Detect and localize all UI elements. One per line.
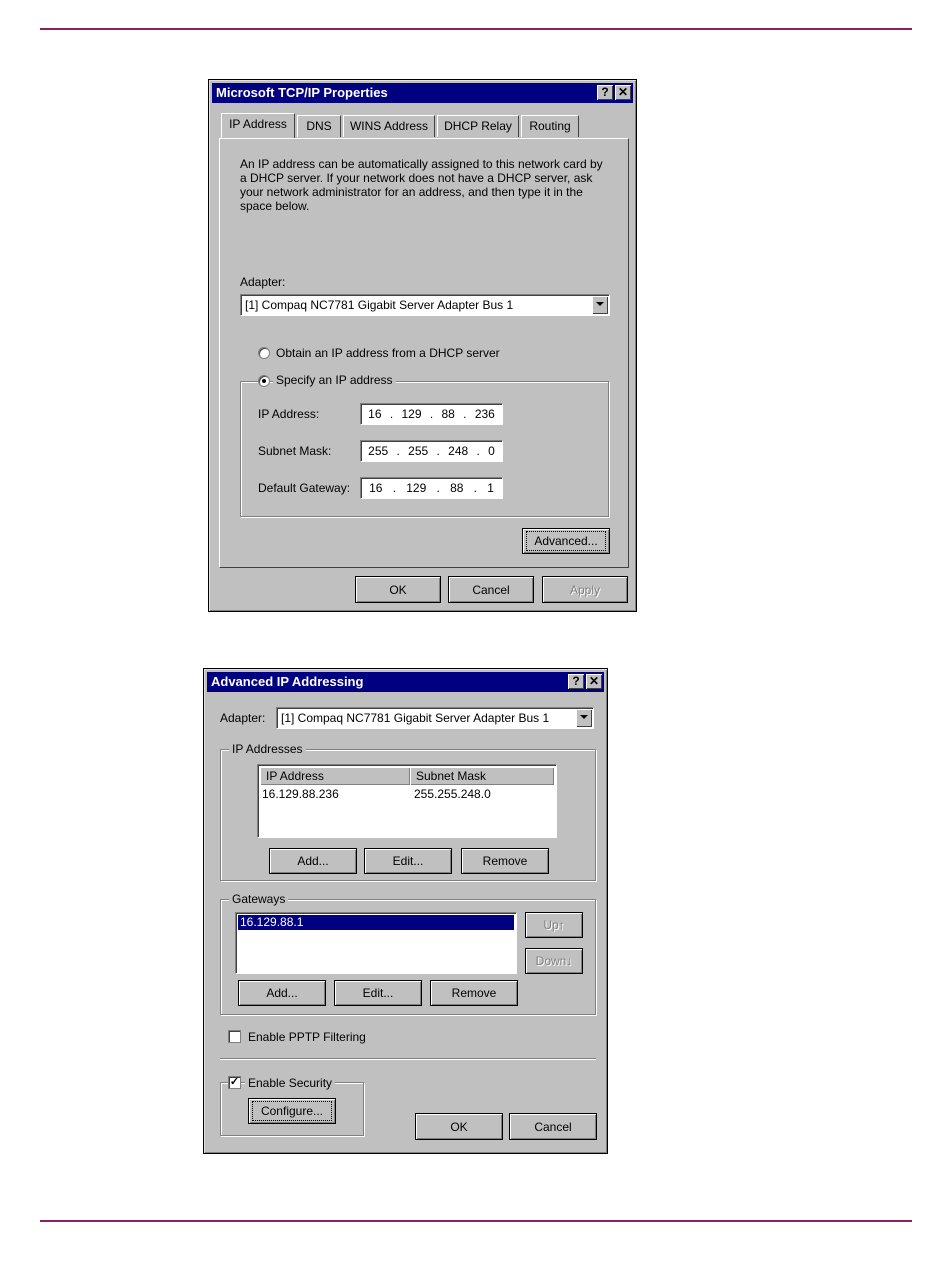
security-checkbox[interactable]: ✓ — [229, 1076, 240, 1088]
gateways-group-label: Gateways — [229, 892, 288, 906]
gateway-list[interactable] — [235, 912, 517, 974]
column-header-ip[interactable]: IP Address — [260, 767, 410, 785]
advanced-title: Advanced IP Addressing — [211, 674, 364, 689]
adv-ok-button[interactable]: OK — [415, 1113, 503, 1140]
tab-dhcp-relay[interactable]: DHCP Relay — [437, 115, 519, 137]
pptp-label[interactable]: Enable PPTP Filtering — [248, 1030, 366, 1044]
up-button[interactable]: Up↑ — [525, 912, 583, 938]
gw-remove-button[interactable]: Remove — [430, 980, 518, 1006]
advanced-button[interactable]: Advanced... — [522, 528, 610, 554]
row-mask: 255.255.248.0 — [414, 787, 491, 801]
close-icon[interactable]: ✕ — [586, 674, 602, 689]
list-item[interactable]: 16.129.88.1 — [238, 915, 514, 930]
adv-adapter-combo[interactable] — [276, 707, 594, 729]
adapter-combo[interactable] — [240, 294, 610, 316]
footer-rule — [40, 1220, 912, 1222]
ip-edit-button[interactable]: Edit... — [364, 848, 452, 874]
help-icon[interactable]: ? — [597, 85, 613, 100]
close-icon[interactable]: ✕ — [615, 85, 631, 100]
radio-specify-ip[interactable] — [258, 375, 270, 387]
down-button[interactable]: Down↓ — [525, 948, 583, 974]
divider — [220, 1058, 596, 1060]
ip-addresses-group-label: IP Addresses — [229, 742, 306, 756]
help-icon[interactable]: ? — [568, 674, 584, 689]
configure-button[interactable]: Configure... — [248, 1098, 336, 1124]
subnet-mask-field[interactable]: 255 . 255 . 248 . 0 — [360, 440, 503, 462]
cancel-button[interactable]: Cancel — [448, 576, 534, 603]
adv-adapter-label: Adapter: — [220, 711, 266, 725]
row-ip: 16.129.88.236 — [262, 787, 339, 801]
ip-addresses-group — [220, 742, 596, 881]
pptp-checkbox[interactable] — [228, 1030, 241, 1043]
gateways-group — [220, 892, 596, 1015]
default-gateway-label: Default Gateway: — [258, 481, 351, 495]
adapter-label: Adapter: — [240, 275, 286, 289]
adapter-value: [1] Compaq NC7781 Gigabit Server Adapter Bus 1 — [245, 298, 514, 312]
ip-address-panel — [219, 138, 629, 568]
ip-add-button[interactable]: Add... — [269, 848, 357, 874]
ip-address-field[interactable]: 16 . 129 . 88 . 236 — [360, 403, 503, 425]
radio-specify-ip-label[interactable]: Specify an IP address — [273, 373, 396, 387]
tab-dns[interactable]: DNS — [297, 115, 341, 137]
radio-obtain-dhcp[interactable] — [258, 347, 270, 359]
ip-address-label: IP Address: — [258, 407, 320, 421]
apply-button[interactable]: Apply — [542, 576, 628, 603]
advanced-ip-dialog — [203, 668, 608, 1154]
ip-remove-button[interactable]: Remove — [461, 848, 549, 874]
tcpip-titlebar[interactable] — [212, 83, 633, 103]
security-label[interactable]: Enable Security — [245, 1076, 335, 1090]
tcpip-properties-dialog — [208, 79, 637, 612]
description-text: An IP address can be automatically assigned to this network card by a DHCP server. If your network does not have a DHCP server, ask your network administrator for an address, and then type it in the space below. — [240, 157, 603, 213]
default-gateway-field[interactable]: 16 . 129 . 88 . 1 — [360, 477, 503, 499]
adv-cancel-button[interactable]: Cancel — [509, 1113, 597, 1140]
gw-edit-button[interactable]: Edit... — [334, 980, 422, 1006]
tab-routing[interactable]: Routing — [521, 115, 579, 137]
chevron-down-icon[interactable] — [576, 709, 592, 727]
tcpip-title: Microsoft TCP/IP Properties — [216, 85, 388, 100]
gw-add-button[interactable]: Add... — [238, 980, 326, 1006]
tab-wins-address[interactable]: WINS Address — [343, 115, 435, 137]
column-header-mask[interactable]: Subnet Mask — [410, 767, 554, 785]
table-row[interactable] — [262, 787, 552, 801]
advanced-titlebar[interactable] — [207, 672, 604, 692]
subnet-mask-label: Subnet Mask: — [258, 444, 332, 458]
tab-ip-address[interactable]: IP Address — [221, 113, 295, 138]
radio-obtain-dhcp-label[interactable]: Obtain an IP address from a DHCP server — [276, 346, 500, 360]
chevron-down-icon[interactable] — [592, 296, 608, 314]
ip-address-list[interactable] — [257, 764, 557, 838]
header-rule — [40, 28, 912, 30]
adv-adapter-value: [1] Compaq NC7781 Gigabit Server Adapter Bus 1 — [281, 711, 550, 725]
tab-strip — [221, 115, 621, 139]
ok-button[interactable]: OK — [355, 576, 441, 603]
